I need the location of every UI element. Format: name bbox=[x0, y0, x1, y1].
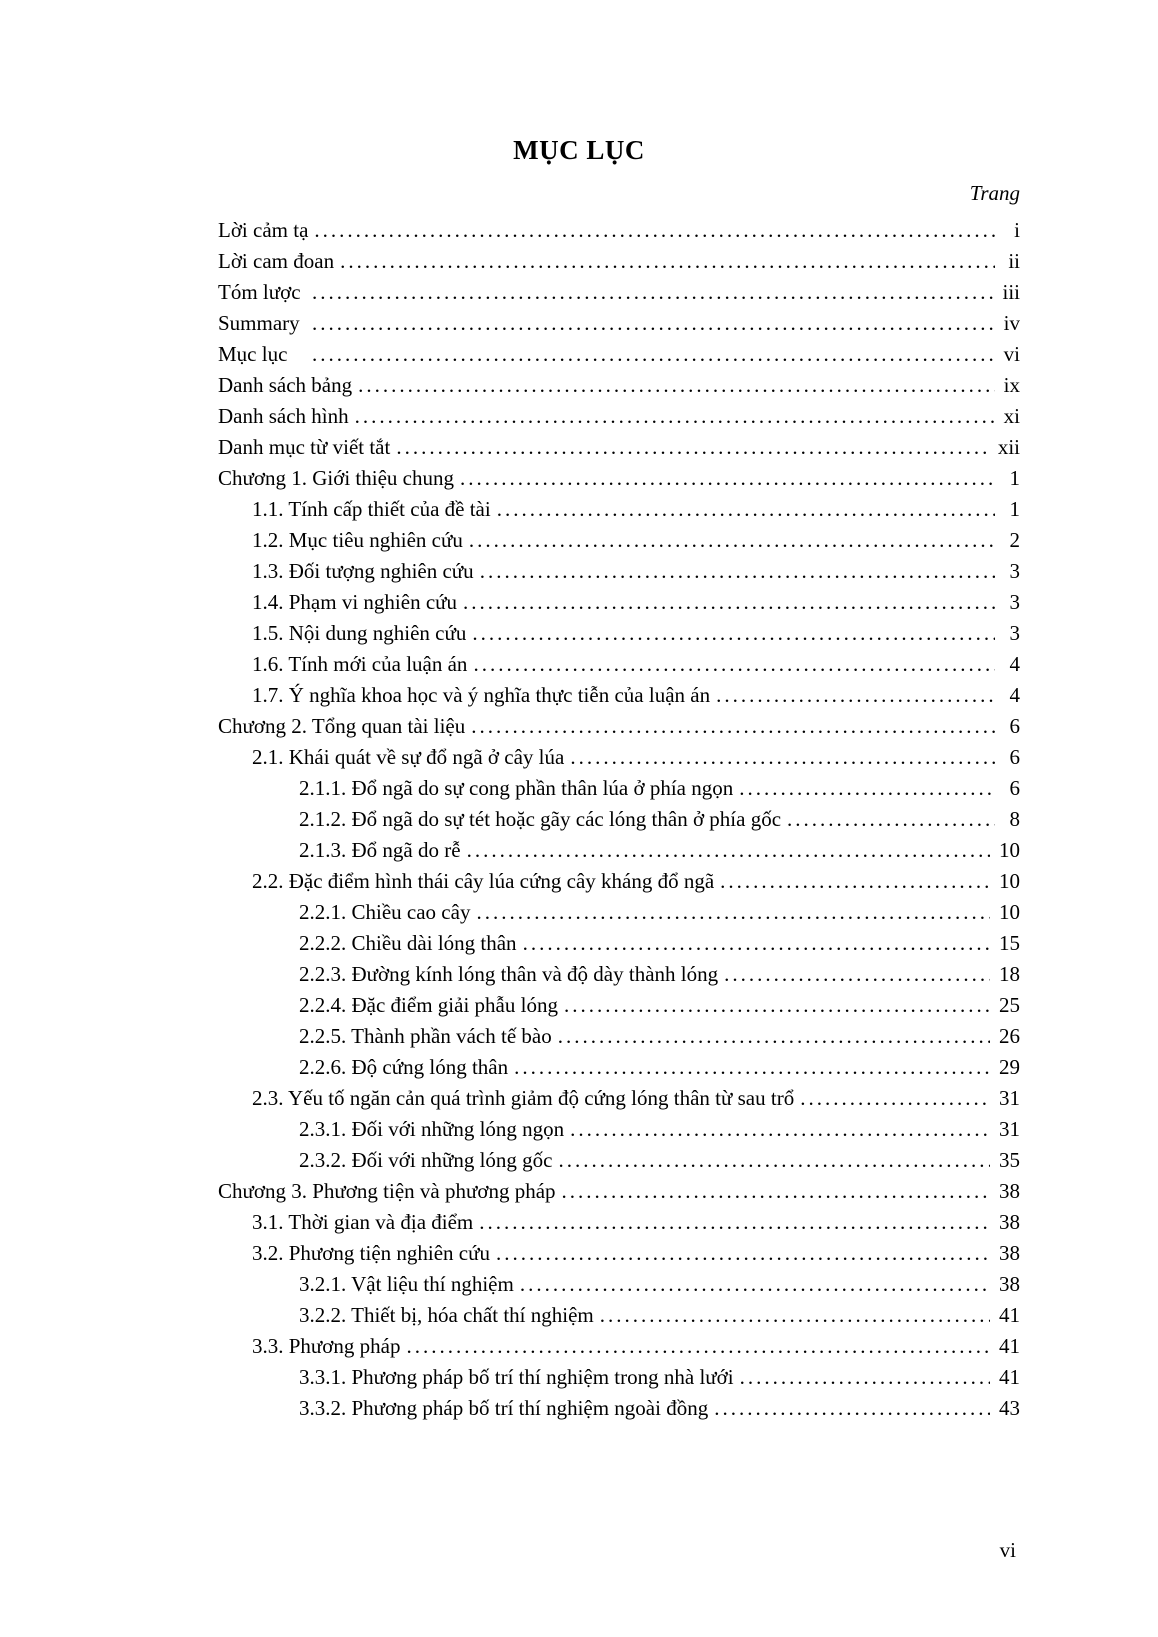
toc-entry-label: Summary bbox=[218, 311, 300, 335]
toc-entry-label: 2.1.1. Đổ ngã do sự cong phần thân lúa ở phía ngọn bbox=[299, 776, 734, 800]
toc-entry-page: 6 bbox=[1009, 745, 1020, 769]
dot-leader bbox=[570, 742, 995, 773]
dot-leader bbox=[479, 1207, 990, 1238]
toc-entry bbox=[218, 1300, 1020, 1331]
toc-entry-label: 1.2. Mục tiêu nghiên cứu bbox=[252, 528, 463, 552]
toc-entry-page: iii bbox=[1002, 280, 1020, 304]
toc-entry-label: 3.1. Thời gian và địa điểm bbox=[252, 1210, 474, 1234]
toc-entry-page: xii bbox=[997, 435, 1020, 459]
toc-entry-label: 3.3.1. Phương pháp bố trí thí nghiệm trong nhà lưới bbox=[299, 1365, 734, 1389]
toc-entry-label: Chương 1. Giới thiệu chung bbox=[218, 466, 454, 490]
toc-entry bbox=[218, 742, 1020, 773]
toc-entry-page: 41 bbox=[999, 1303, 1020, 1327]
toc-entry-label: 2.2. Đặc điểm hình thái cây lúa cứng cây kháng đổ ngã bbox=[252, 869, 715, 893]
toc-list bbox=[218, 215, 1020, 1424]
toc-entry-label: 2.2.5. Thành phần vách tế bào bbox=[299, 1024, 552, 1048]
dot-leader bbox=[787, 804, 995, 835]
dot-leader bbox=[562, 1176, 990, 1207]
toc-entry bbox=[218, 1238, 1020, 1269]
toc-entry bbox=[218, 1176, 1020, 1207]
toc-entry-page: 15 bbox=[999, 931, 1020, 955]
dot-leader bbox=[340, 246, 995, 277]
toc-entry-label: Lời cam đoan bbox=[218, 249, 335, 273]
toc-entry bbox=[218, 804, 1020, 835]
dot-leader bbox=[564, 990, 990, 1021]
dot-leader bbox=[558, 1021, 990, 1052]
toc-entry bbox=[218, 1114, 1020, 1145]
toc-entry bbox=[218, 1052, 1020, 1083]
toc-content bbox=[218, 180, 1020, 1424]
dot-leader bbox=[358, 370, 995, 401]
dot-leader bbox=[496, 1238, 990, 1269]
dot-leader bbox=[558, 1145, 990, 1176]
toc-entry-label: 2.2.6. Độ cứng lóng thân bbox=[299, 1055, 509, 1079]
toc-entry-label: 2.1.3. Đổ ngã do rễ bbox=[299, 838, 461, 862]
dot-leader bbox=[720, 866, 990, 897]
dot-leader bbox=[460, 463, 995, 494]
toc-entry-page: 10 bbox=[999, 869, 1020, 893]
toc-entry-page: i bbox=[1014, 218, 1020, 242]
toc-entry-page: 8 bbox=[1009, 807, 1020, 831]
toc-entry-label: Mục lục bbox=[218, 342, 288, 366]
toc-entry bbox=[218, 835, 1020, 866]
toc-entry-page: 1 bbox=[1009, 466, 1020, 490]
dot-leader bbox=[407, 1331, 991, 1362]
toc-entry-page: 2 bbox=[1009, 528, 1020, 552]
toc-entry-label: 2.1. Khái quát về sự đổ ngã ở cây lúa bbox=[252, 745, 565, 769]
toc-entry bbox=[218, 866, 1020, 897]
toc-entry-label: 3.2.2. Thiết bị, hóa chất thí nghiệm bbox=[299, 1303, 594, 1327]
dot-leader bbox=[714, 1393, 990, 1424]
toc-entry-label: 1.7. Ý nghĩa khoa học và ý nghĩa thực tiễn của luận án bbox=[252, 683, 711, 707]
toc-entry bbox=[218, 1362, 1020, 1393]
dot-leader bbox=[570, 1114, 990, 1145]
toc-entry-label: 3.2.1. Vật liệu thí nghiệm bbox=[299, 1272, 514, 1296]
toc-entry-label: 3.2. Phương tiện nghiên cứu bbox=[252, 1241, 491, 1265]
toc-entry-page: 31 bbox=[999, 1086, 1020, 1110]
toc-entry-label: 1.1. Tính cấp thiết của đề tài bbox=[252, 497, 491, 521]
dot-leader bbox=[472, 618, 995, 649]
toc-entry bbox=[218, 339, 1020, 370]
toc-entry-label: 3.3. Phương pháp bbox=[252, 1334, 401, 1358]
page-title: MỤC LỤC bbox=[513, 135, 645, 165]
toc-entry bbox=[218, 246, 1020, 277]
toc-entry-page: 43 bbox=[999, 1396, 1020, 1420]
dot-leader bbox=[469, 525, 995, 556]
toc-entry-label: 3.3.2. Phương pháp bố trí thí nghiệm ngoài đồng bbox=[299, 1396, 709, 1420]
dot-leader bbox=[471, 711, 995, 742]
dot-leader bbox=[800, 1083, 990, 1114]
toc-entry-page: 26 bbox=[999, 1024, 1020, 1048]
toc-entry-page: ii bbox=[1008, 249, 1020, 273]
page-column-header: Trang bbox=[969, 181, 1020, 205]
toc-entry-label: Tóm lược bbox=[218, 280, 301, 304]
dot-leader bbox=[312, 277, 993, 308]
toc-entry bbox=[218, 1145, 1020, 1176]
toc-entry-label: Chương 3. Phương tiện và phương pháp bbox=[218, 1179, 556, 1203]
toc-entry-page: 6 bbox=[1009, 714, 1020, 738]
toc-entry-page: 4 bbox=[1009, 683, 1020, 707]
toc-entry-page: 38 bbox=[999, 1210, 1020, 1234]
toc-entry bbox=[218, 277, 1020, 308]
dot-leader bbox=[473, 649, 995, 680]
toc-entry-page: 3 bbox=[1009, 559, 1020, 583]
toc-entry bbox=[218, 370, 1020, 401]
toc-entry bbox=[218, 897, 1020, 928]
toc-entry-label: 2.2.3. Đường kính lóng thân và độ dày thành lóng bbox=[299, 962, 719, 986]
toc-entry-label: Lời cảm tạ bbox=[218, 218, 309, 242]
toc-entry-page: ix bbox=[1003, 373, 1020, 397]
dot-leader bbox=[312, 339, 995, 370]
toc-entry bbox=[218, 680, 1020, 711]
dot-leader bbox=[396, 432, 988, 463]
toc-entry-page: 1 bbox=[1009, 497, 1020, 521]
toc-entry bbox=[218, 1393, 1020, 1424]
toc-entry-label: Danh sách hình bbox=[218, 404, 349, 428]
footer-page-number: vi bbox=[999, 1538, 1016, 1562]
toc-entry-page: 31 bbox=[999, 1117, 1020, 1141]
toc-entry bbox=[218, 556, 1020, 587]
dot-leader bbox=[523, 928, 990, 959]
toc-entry bbox=[218, 649, 1020, 680]
toc-entry-label: 2.2.4. Đặc điểm giải phẫu lóng bbox=[299, 993, 558, 1017]
toc-entry-label: Danh sách bảng bbox=[218, 373, 353, 397]
toc-entry-page: 18 bbox=[999, 962, 1020, 986]
toc-entry-label: 1.6. Tính mới của luận án bbox=[252, 652, 468, 676]
toc-entry bbox=[218, 525, 1020, 556]
toc-entry-page: vi bbox=[1003, 342, 1020, 366]
toc-entry-page: 38 bbox=[999, 1272, 1020, 1296]
dot-leader bbox=[314, 215, 995, 246]
toc-entry-page: 10 bbox=[999, 900, 1020, 924]
toc-entry bbox=[218, 1207, 1020, 1238]
dot-leader bbox=[463, 587, 995, 618]
dot-leader bbox=[476, 897, 990, 928]
toc-entry bbox=[218, 215, 1020, 246]
toc-entry-label: 2.3.1. Đối với những lóng ngọn bbox=[299, 1117, 565, 1141]
toc-entry bbox=[218, 1331, 1020, 1362]
toc-entry bbox=[218, 773, 1020, 804]
toc-entry-label: 2.2.1. Chiều cao cây bbox=[299, 900, 471, 924]
toc-entry-label: 2.3. Yếu tố ngăn cản quá trình giảm độ cứng lóng thân từ sau trổ bbox=[252, 1086, 795, 1110]
dot-leader bbox=[724, 959, 990, 990]
toc-entry-page: 10 bbox=[999, 838, 1020, 862]
dot-leader bbox=[716, 680, 995, 711]
toc-entry-page: 29 bbox=[999, 1055, 1020, 1079]
dot-leader bbox=[520, 1269, 990, 1300]
toc-entry-page: 41 bbox=[999, 1334, 1020, 1358]
toc-entry-page: 41 bbox=[999, 1365, 1020, 1389]
toc-entry bbox=[218, 587, 1020, 618]
toc-entry bbox=[218, 1083, 1020, 1114]
toc-entry-page: xi bbox=[1003, 404, 1020, 428]
toc-entry-page: 38 bbox=[999, 1241, 1020, 1265]
toc-entry-page: 6 bbox=[1009, 776, 1020, 800]
toc-entry-page: iv bbox=[1003, 311, 1020, 335]
toc-entry bbox=[218, 432, 1020, 463]
toc-entry-label: 1.4. Phạm vi nghiên cứu bbox=[252, 590, 458, 614]
toc-entry bbox=[218, 494, 1020, 525]
toc-entry bbox=[218, 401, 1020, 432]
toc-entry-page: 35 bbox=[999, 1148, 1020, 1172]
dot-leader bbox=[514, 1052, 990, 1083]
toc-entry-page: 3 bbox=[1009, 621, 1020, 645]
toc-entry bbox=[218, 928, 1020, 959]
toc-entry-page: 38 bbox=[999, 1179, 1020, 1203]
dot-leader bbox=[312, 308, 995, 339]
toc-entry-label: 1.5. Nội dung nghiên cứu bbox=[252, 621, 467, 645]
toc-entry-page: 4 bbox=[1009, 652, 1020, 676]
toc-entry-label: 1.3. Đối tượng nghiên cứu bbox=[252, 559, 474, 583]
toc-entry bbox=[218, 308, 1020, 339]
toc-entry-label: Chương 2. Tổng quan tài liệu bbox=[218, 714, 466, 738]
dot-leader bbox=[739, 773, 995, 804]
toc-entry bbox=[218, 959, 1020, 990]
toc-entry-page: 3 bbox=[1009, 590, 1020, 614]
dot-leader bbox=[497, 494, 995, 525]
toc-entry-label: 2.2.2. Chiều dài lóng thân bbox=[299, 931, 517, 955]
toc-entry bbox=[218, 711, 1020, 742]
toc-entry-label: 2.3.2. Đối với những lóng gốc bbox=[299, 1148, 553, 1172]
dot-leader bbox=[740, 1362, 990, 1393]
toc-entry-label: Danh mục từ viết tắt bbox=[218, 435, 391, 459]
toc-entry bbox=[218, 1269, 1020, 1300]
toc-entry bbox=[218, 990, 1020, 1021]
dot-leader bbox=[467, 835, 990, 866]
dot-leader bbox=[480, 556, 995, 587]
toc-entry bbox=[218, 463, 1020, 494]
toc-entry-label: 2.1.2. Đổ ngã do sự tét hoặc gãy các lóng thân ở phía gốc bbox=[299, 807, 782, 831]
toc-entry bbox=[218, 618, 1020, 649]
dot-leader bbox=[600, 1300, 990, 1331]
toc-entry-page: 25 bbox=[999, 993, 1020, 1017]
dot-leader bbox=[355, 401, 995, 432]
toc-entry bbox=[218, 1021, 1020, 1052]
